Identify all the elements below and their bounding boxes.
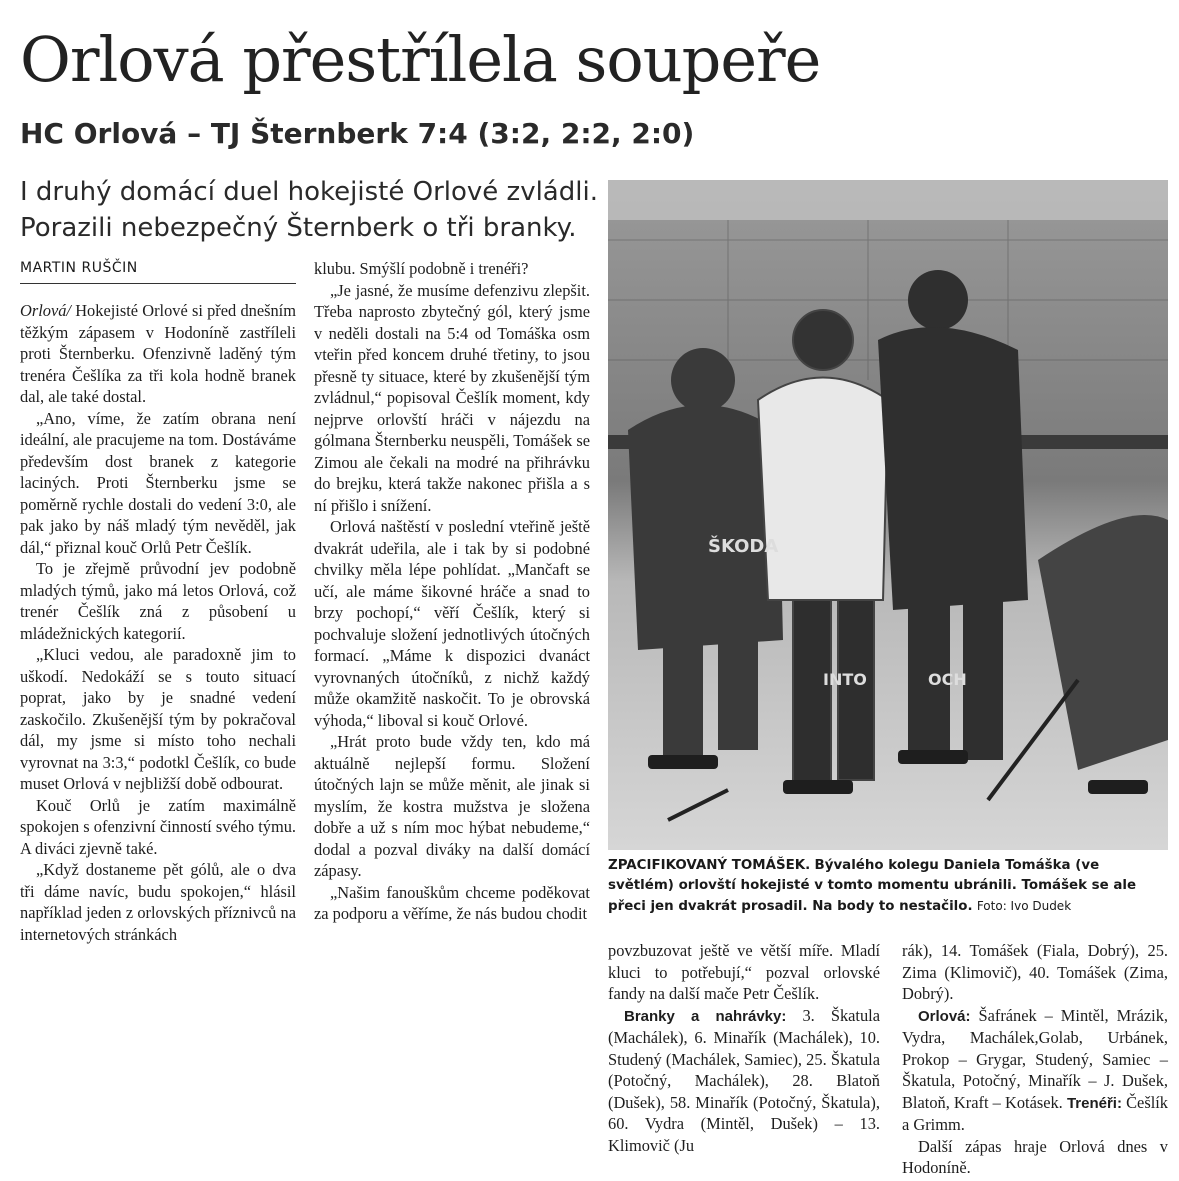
dateline: Orlová/ (20, 301, 71, 320)
jersey-text: OCH (928, 670, 967, 689)
lead-line: I druhý domácí duel hokejisté Orlové zvládli. (20, 177, 598, 207)
article-paragraph: „Když dostaneme pět gólů, ale o dva tři dáme navíc, budu spokojen,“ hlásil například jeden z orlovských příznivců na internetových stránkách (20, 860, 296, 944)
article-column-1 (20, 300, 296, 945)
goals-label: Branky a nahrávky: (624, 1007, 787, 1025)
article-paragraph: „Hrát proto bude vždy ten, kdo má aktuálně nejlepší formu. Složení útočných lajn se může měnit, ale jinak si myslím, že kostra mužstva je složena dobře a už s ním moc hýbat nebudeme,“ dodal a pozval diváky na další domácí zápasy. (314, 732, 590, 880)
match-result: HC Orlová – TJ Šternberk 7:4 (3:2, 2:2, 2:0) (20, 117, 695, 150)
goals-text-continued: rák), 14. Tomášek (Fiala, Dobrý), 25. Zima (Klimovič), 40. Tomášek (Zima, Dobrý). (902, 941, 1168, 1003)
caption-title: ZPACIFIKOVANÝ TOMÁŠEK. (608, 858, 811, 873)
photo-caption (608, 856, 1168, 917)
article-paragraph: „Našim fanouškům chceme poděkovat za podporu a věříme, že nás budou chodit (314, 882, 590, 923)
article-paragraph: To je zřejmě průvodní jev podobně mladých týmů, jako má letos Orlová, což trenér Češlík zná z působení u mládežnických kategorií. (20, 559, 296, 643)
goals-summary (608, 1005, 880, 1157)
lineup (902, 1005, 1168, 1136)
hockey-photo (608, 180, 1168, 850)
byline: MARTIN RUŠČIN (20, 258, 296, 284)
coaches-label: Trenéři: (1066, 1094, 1122, 1112)
article-paragraph-continued: klubu. Smýšlí podobně i trenéři? (314, 259, 529, 278)
coaches-text: Češlík a Grimm. (902, 1092, 1168, 1134)
lineup-text: Šafránek – Mintěl, Mrázik, Vydra, Machálek,Golab, Urbánek, Prokop – Grygar, Studený, Samiec – Škatula, Potočný, Minařík – J. Dušek, Blatoň, Kraft – Kotásek. (902, 1005, 1168, 1112)
jersey-text: INTO (823, 670, 867, 689)
article-paragraph-continued: povzbuzovat ještě ve větší míře. Mladí kluci to potřebují,“ pozval orlovské fandy na další mače Petr Češlík. (608, 941, 880, 1003)
article-paragraph: „Je jasné, že musíme defenzivu zlepšit. Třeba naprosto zbytečný gól, který jsme v neděli dostali na 5:4 od Tomáška osm vteřin před koncem druhé třetiny, to jsou přesně ty situace, které by zkušenější tým zvládnul,“ popisoval Češlík moment, kdy nejprve orlovští hráči v nájezdu na gólmana Šternberku neuspěli, Tomášek se Zimou ale čekali na modré na přihrávku do brejku, která takže nakonec přišla a s ní přišlo i snížení. (314, 280, 590, 515)
jersey-text: ŠKODA (708, 536, 779, 557)
caption-text: Bývalého kolegu Daniela Tomáška (ve světlém) orlovští hokejisté v tomto momentu ubránili. Tomášek se ale přeci jen dvakrát prosadil. Na body to nestačilo. (608, 858, 1137, 914)
headline: Orlová přestřílela soupeře (20, 23, 821, 96)
article-paragraph: „Kluci vedou, ale paradoxně jim to uškodí. Nedokáží se s touto situací poprat, jako by je snadné vedení zaskočilo. Zkušenější tým by pokračoval dál, my jsme si místo toho nechali vyrovnat na 3:3,“ podotkl Češlík, co bude muset Orlová v nejbližší době odbourat. (20, 645, 296, 793)
lineup-label: Orlová: (918, 1007, 971, 1025)
article-column-4 (902, 940, 1168, 1179)
photo-credit: Foto: Ivo Dudek (976, 899, 1072, 913)
lead-paragraph (20, 174, 600, 246)
article-paragraph: Kouč Orlů je zatím maximálně spokojen s ofenzivní činností svého týmu. A diváci zjevně také. (20, 795, 296, 858)
article-paragraph: Orlová naštěstí v poslední vteřině ještě dvakrát udeřila, ale i tak by si podobné chvilky měla lépe pohlídat. „Mančaft se učí, ale máme šikovné hráče a snad to brzy pochopí,“ věří Češlík, který si pochvaluje složení jednotlivých útočných formací. „Máme k dispozici dvanáct vyrovnaných útočníků, z nichž každý může okamžitě naskočit. To je obrovská výhoda,“ liboval si kouč Orlové. (314, 517, 590, 730)
article-paragraph: „Ano, víme, že zatím obrana není ideální, ale pracujeme na tom. Dostáváme především dost branek z kategorie laciných. Proti Šternberku jsme se poměrně rychle dostali do vedení 3:0, ale pak jako by náš mladý tým nevěděl, jak dál,“ přiznal kouč Orlů Petr Češlík. (20, 408, 296, 557)
goals-text: 3. Škatula (Machálek), 6. Minařík (Machálek), 10. Studený (Machálek, Samiec), 25. Škatula (Potočný, Machálek), 28. Blatoň (Dušek), 58. Minařík (Potočný, Škatula), 60. Vydra (Mintěl, Dušek) – 13. Klimovič (Ju (608, 1005, 880, 1155)
article-paragraph (20, 300, 296, 408)
next-match: Další zápas hraje Orlová dnes v Hodoníně. (902, 1136, 1168, 1177)
article-column-2 (314, 258, 590, 925)
lead-line: Porazili nebezpečný Šternberk o tři branky. (20, 213, 577, 243)
article-column-3 (608, 940, 880, 1156)
paragraph-text: Hokejisté Orlové si před dnešním těžkým zápasem v Hodoníně zastříleli proti Šternberku. Ofenzivně laděný tým trenéra Češlíka za tři kola hodně branek dal, ale také dostal. (20, 301, 296, 406)
